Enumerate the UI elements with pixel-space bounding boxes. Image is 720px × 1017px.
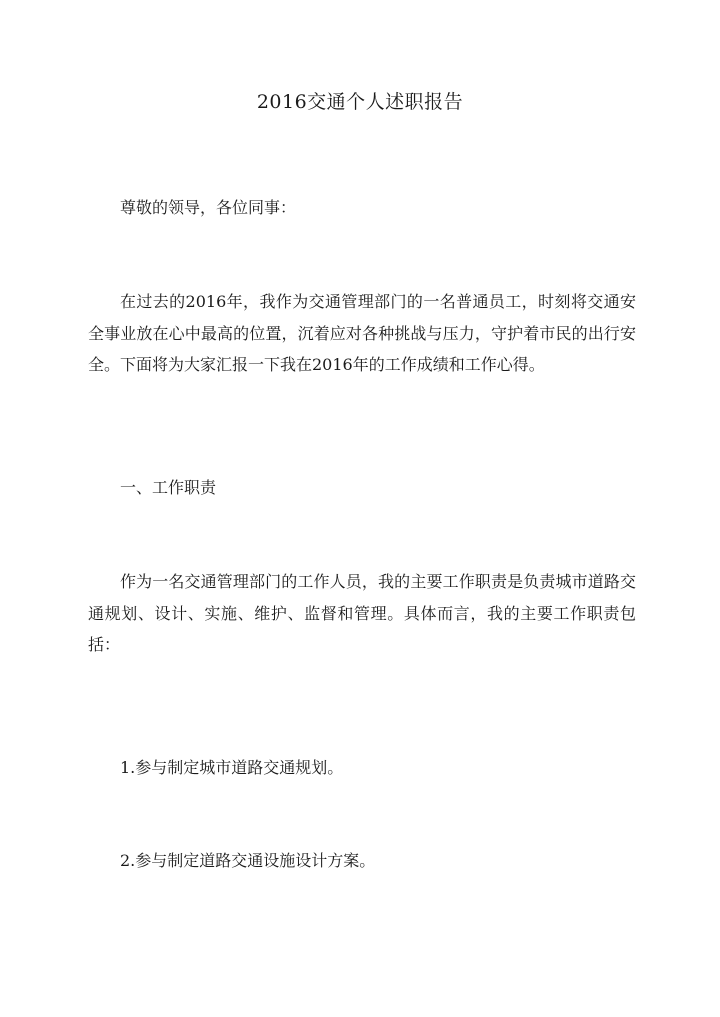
salutation-paragraph: 尊敬的领导，各位同事：	[120, 198, 297, 217]
list-item: 2.参与制定道路交通设施设计方案。	[120, 851, 376, 870]
document-title: 2016交通个人述职报告	[256, 91, 464, 113]
list-item: 1.参与制定城市道路交通规划。	[120, 758, 344, 777]
duties-paragraph: 作为一名交通管理部门的工作人员，我的主要工作职责是负责城市道路交通规划、设计、实施、维护、监督和管理。具体而言，我的主要工作职责包括：	[88, 572, 636, 654]
intro-paragraph: 在过去的2016年，我作为交通管理部门的一名普通员工，时刻将交通安全事业放在心中最高的位置，沉着应对各种挑战与压力，守护着市民的出行安全。下面将为大家汇报一下我在2016年的工作成绩和工作心得。	[88, 292, 636, 374]
section-heading-duties: 一、工作职责	[120, 478, 217, 497]
